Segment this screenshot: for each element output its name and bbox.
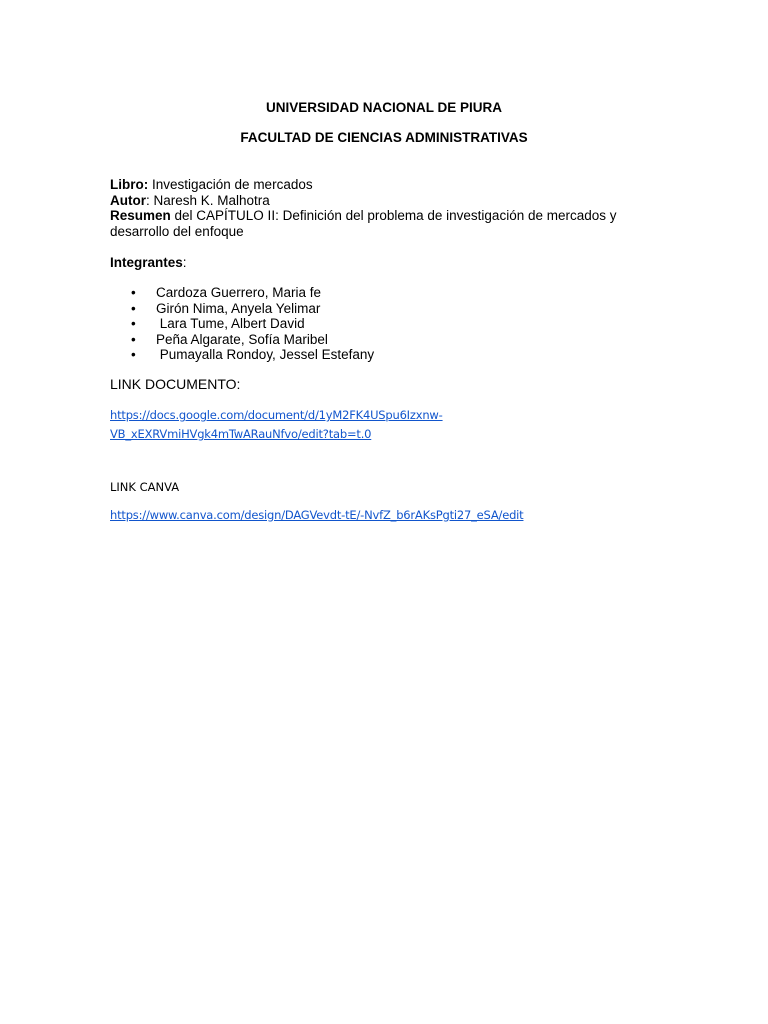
bullet-icon: •	[131, 347, 136, 362]
summary-value: del CAPÍTULO II: Definición del problema de investigación de mercados y desarrollo del enfoque	[110, 208, 617, 239]
book-label: Libro:	[110, 177, 149, 192]
member-name: Cardoza Guerrero, Maria fe	[156, 285, 322, 300]
author-value: : Naresh K. Malhotra	[146, 192, 270, 208]
author-line	[110, 193, 650, 209]
member-name: Pumayalla Rondoy, Jessel Estefany	[156, 347, 375, 362]
book-line	[110, 177, 650, 193]
list-item	[110, 347, 374, 363]
member-name: Girón Nima, Anyela Yelimar	[156, 300, 321, 316]
bullet-icon: •	[131, 316, 136, 331]
faculty-title: FACULTAD DE CIENCIAS ADMINISTRATIVAS	[240, 130, 528, 145]
member-name: Lara Tume, Albert David	[156, 316, 305, 331]
bullet-icon: •	[131, 285, 136, 300]
summary-line	[110, 208, 650, 239]
list-item	[110, 316, 374, 332]
canva-link-label: LINK CANVA	[110, 480, 180, 494]
list-item	[110, 301, 374, 317]
members-list	[110, 285, 374, 363]
book-info	[110, 177, 650, 239]
canva-link[interactable]: https://www.canva.com/design/DAGVevdt-tE/-NvfZ_b6rAKsPgti27_eSA/edit	[110, 508, 524, 522]
member-name: Peña Algarate, Sofía Maribel	[156, 331, 328, 347]
university-title: UNIVERSIDAD NACIONAL DE PIURA	[265, 100, 503, 115]
list-item	[110, 285, 374, 301]
members-heading	[110, 255, 650, 271]
document-link-line: https://docs.google.com/document/d/1yM2FK4USpu6Izxnw-	[110, 408, 443, 422]
summary-label: Resumen	[110, 208, 171, 223]
bullet-icon: •	[131, 331, 136, 347]
author-label: Autor	[110, 192, 146, 208]
members-suffix: :	[182, 255, 187, 270]
list-item	[110, 332, 374, 348]
document-link-label: LINK DOCUMENTO:	[110, 376, 241, 392]
document-link[interactable]	[110, 406, 510, 444]
document-link-line: VB_xEXRVmiHVgk4mTwARauNfvo/edit?tab=t.0	[110, 427, 372, 441]
book-value: Investigación de mercados	[148, 177, 313, 192]
members-label: Integrantes	[110, 255, 183, 270]
bullet-icon: •	[131, 300, 136, 316]
